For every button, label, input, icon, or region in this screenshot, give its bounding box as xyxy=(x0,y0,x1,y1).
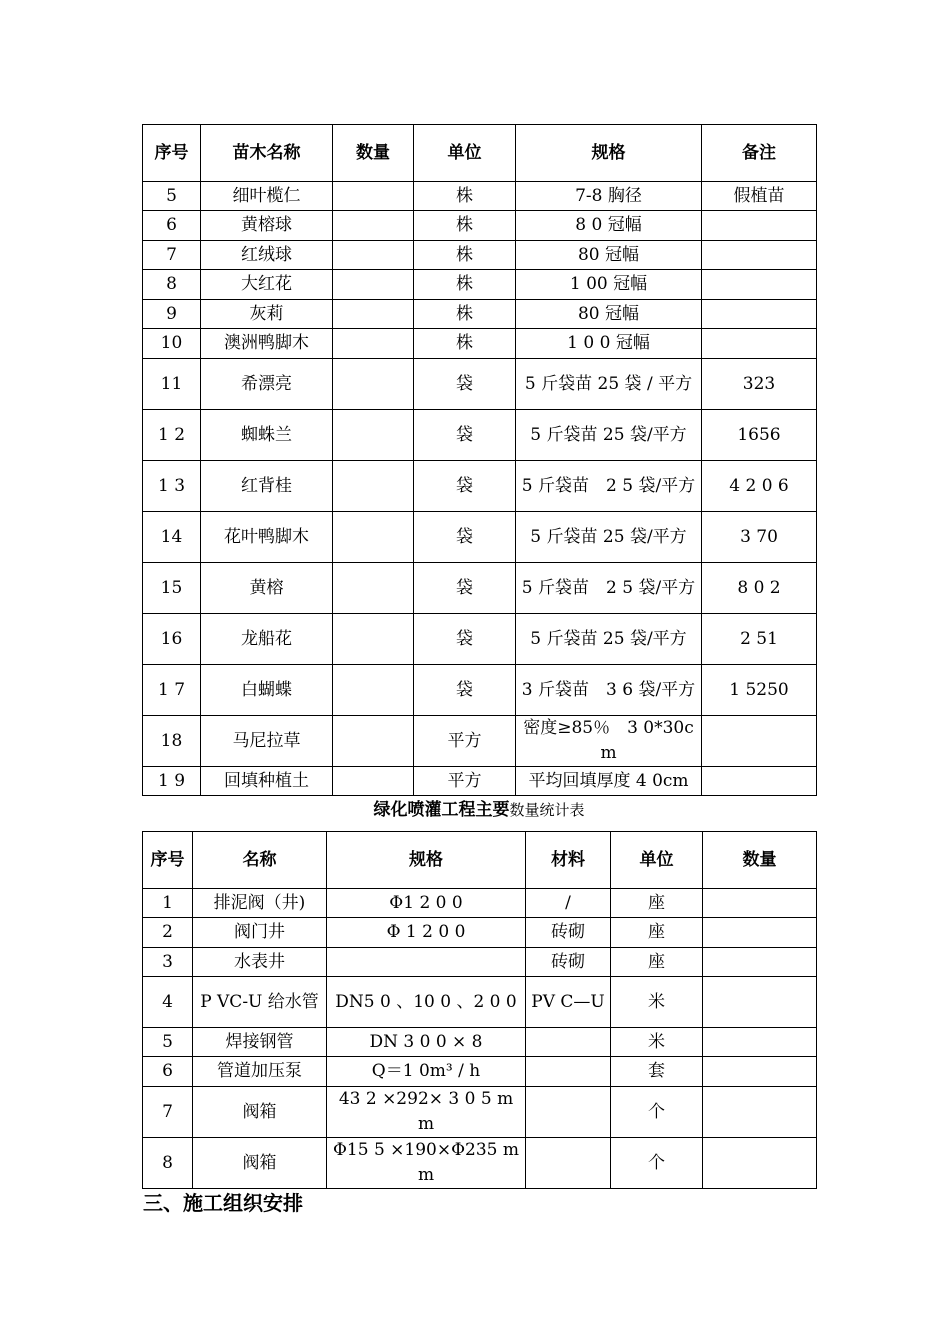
cell-name: 水表井 xyxy=(193,948,327,977)
cell-qty xyxy=(703,948,817,977)
cell-note: 2 51 xyxy=(702,614,817,665)
cell-material: PV C—U xyxy=(526,977,611,1028)
cell-qty xyxy=(703,1087,817,1138)
cell-no: 8 xyxy=(143,270,201,300)
cell-no: 5 xyxy=(143,1028,193,1057)
cell-name: 阀门井 xyxy=(193,918,327,948)
cell-spec: 3 斤袋苗 3 6 袋/平方 xyxy=(516,665,702,716)
cell-qty xyxy=(703,918,817,948)
cell-note xyxy=(702,767,817,796)
cell-note xyxy=(702,716,817,767)
cell-qty xyxy=(333,614,414,665)
cell-unit: 株 xyxy=(414,329,516,359)
header-cell: 单位 xyxy=(611,832,703,889)
cell-unit: 套 xyxy=(611,1057,703,1087)
cell-name: 红背桂 xyxy=(201,461,333,512)
cell-name: 排泥阀（井) xyxy=(193,889,327,918)
cell-qty xyxy=(333,563,414,614)
cell-note xyxy=(702,300,817,329)
caption-bold: 绿化喷灌工程主要 xyxy=(373,800,510,820)
table-row xyxy=(143,918,817,948)
cell-unit: 袋 xyxy=(414,359,516,410)
cell-note xyxy=(702,211,817,241)
cell-note xyxy=(702,270,817,300)
cell-qty xyxy=(333,716,414,767)
cell-material xyxy=(526,1028,611,1057)
cell-name: 马尼拉草 xyxy=(201,716,333,767)
cell-spec: 5 斤袋苗 25 袋/平方 xyxy=(516,512,702,563)
cell-spec: 密度≥85％ 3 0*30c m xyxy=(516,716,702,767)
cell-no: 5 xyxy=(143,182,201,211)
cell-qty xyxy=(703,1138,817,1189)
cell-qty xyxy=(333,767,414,796)
cell-unit: 个 xyxy=(611,1087,703,1138)
table-row xyxy=(143,665,817,716)
table-row xyxy=(143,889,817,918)
cell-spec xyxy=(327,948,526,977)
table-row xyxy=(143,329,817,359)
cell-spec: DN 3 0 0 × 8 xyxy=(327,1028,526,1057)
table-caption xyxy=(142,797,816,823)
cell-unit: 袋 xyxy=(414,512,516,563)
table-row xyxy=(143,512,817,563)
cell-unit: 袋 xyxy=(414,563,516,614)
cell-qty xyxy=(333,241,414,270)
header-cell: 数量 xyxy=(333,125,414,182)
cell-no: 1 7 xyxy=(143,665,201,716)
cell-name: 希漂亮 xyxy=(201,359,333,410)
cell-name: 回填种植土 xyxy=(201,767,333,796)
cell-no: 1 3 xyxy=(143,461,201,512)
cell-no: 10 xyxy=(143,329,201,359)
cell-unit: 袋 xyxy=(414,461,516,512)
cell-spec: 43 2 ×292× 3 0 5 mm xyxy=(327,1087,526,1138)
cell-name: 龙船花 xyxy=(201,614,333,665)
cell-name: 细叶榄仁 xyxy=(201,182,333,211)
cell-unit: 株 xyxy=(414,211,516,241)
header-cell: 材料 xyxy=(526,832,611,889)
header-cell: 单位 xyxy=(414,125,516,182)
table-row xyxy=(143,410,817,461)
table-row xyxy=(143,977,817,1028)
table-row xyxy=(143,1028,817,1057)
table-row xyxy=(143,948,817,977)
cell-name: 花叶鸭脚木 xyxy=(201,512,333,563)
irrigation-quantity-table xyxy=(142,831,817,1189)
cell-no: 7 xyxy=(143,1087,193,1138)
cell-name: 大红花 xyxy=(201,270,333,300)
table-row xyxy=(143,182,817,211)
header-cell: 序号 xyxy=(143,125,201,182)
cell-spec: 80 冠幅 xyxy=(516,241,702,270)
cell-note: 323 xyxy=(702,359,817,410)
cell-no: 2 xyxy=(143,918,193,948)
cell-name: 管道加压泵 xyxy=(193,1057,327,1087)
cell-unit: 袋 xyxy=(414,410,516,461)
cell-spec: 5 斤袋苗 2 5 袋/平方 xyxy=(516,563,702,614)
cell-no: 1 2 xyxy=(143,410,201,461)
header-cell: 规格 xyxy=(516,125,702,182)
cell-note: 8 0 2 xyxy=(702,563,817,614)
cell-spec: 5 斤袋苗 25 袋/平方 xyxy=(516,410,702,461)
cell-note: 3 70 xyxy=(702,512,817,563)
cell-note: 1 5250 xyxy=(702,665,817,716)
cell-name: 黄榕 xyxy=(201,563,333,614)
cell-note: 1656 xyxy=(702,410,817,461)
cell-unit: 平方 xyxy=(414,716,516,767)
header-cell: 名称 xyxy=(193,832,327,889)
table-row xyxy=(143,461,817,512)
cell-qty xyxy=(333,410,414,461)
caption-normal: 数量统计表 xyxy=(509,801,585,819)
cell-spec: Φ15 5 ×190×Φ235 m m xyxy=(327,1138,526,1189)
cell-name: 黄榕球 xyxy=(201,211,333,241)
cell-unit: 座 xyxy=(611,948,703,977)
cell-material xyxy=(526,1057,611,1087)
cell-qty xyxy=(333,512,414,563)
cell-unit: 座 xyxy=(611,918,703,948)
cell-unit: 平方 xyxy=(414,767,516,796)
cell-qty xyxy=(333,329,414,359)
cell-note xyxy=(702,329,817,359)
section-title: 三、施工组织安排 xyxy=(143,1191,303,1215)
table-row xyxy=(143,211,817,241)
cell-no: 4 xyxy=(143,977,193,1028)
cell-material: 砖砌 xyxy=(526,948,611,977)
table-row xyxy=(143,563,817,614)
cell-spec: 平均回填厚度 4 0cm xyxy=(516,767,702,796)
cell-no: 1 9 xyxy=(143,767,201,796)
cell-no: 7 xyxy=(143,241,201,270)
table-row xyxy=(143,359,817,410)
cell-spec: 8 0 冠幅 xyxy=(516,211,702,241)
cell-material xyxy=(526,1138,611,1189)
cell-no: 1 xyxy=(143,889,193,918)
cell-qty xyxy=(703,1057,817,1087)
table-header-row xyxy=(143,832,817,889)
cell-note xyxy=(702,241,817,270)
header-cell: 备注 xyxy=(702,125,817,182)
cell-qty xyxy=(703,977,817,1028)
cell-qty xyxy=(333,300,414,329)
cell-material xyxy=(526,1087,611,1138)
cell-spec: Q＝1 0m³ / h xyxy=(327,1057,526,1087)
cell-name: 阀箱 xyxy=(193,1087,327,1138)
cell-qty xyxy=(333,359,414,410)
cell-qty xyxy=(703,889,817,918)
cell-no: 8 xyxy=(143,1138,193,1189)
cell-unit: 个 xyxy=(611,1138,703,1189)
cell-name: 焊接钢管 xyxy=(193,1028,327,1057)
cell-no: 15 xyxy=(143,563,201,614)
cell-spec: 1 0 0 冠幅 xyxy=(516,329,702,359)
cell-spec: Φ 1 2 0 0 xyxy=(327,918,526,948)
cell-no: 16 xyxy=(143,614,201,665)
cell-no: 11 xyxy=(143,359,201,410)
cell-unit: 株 xyxy=(414,241,516,270)
cell-no: 6 xyxy=(143,1057,193,1087)
cell-no: 3 xyxy=(143,948,193,977)
cell-spec: 80 冠幅 xyxy=(516,300,702,329)
table-row xyxy=(143,614,817,665)
table-row xyxy=(143,1057,817,1087)
cell-material: / xyxy=(526,889,611,918)
cell-qty xyxy=(333,461,414,512)
cell-spec: DN5 0 、10 0 、2 0 0 xyxy=(327,977,526,1028)
cell-qty xyxy=(333,211,414,241)
header-cell: 苗木名称 xyxy=(201,125,333,182)
cell-unit: 株 xyxy=(414,270,516,300)
table-row xyxy=(143,1138,817,1189)
cell-name: 红绒球 xyxy=(201,241,333,270)
table-row xyxy=(143,241,817,270)
cell-spec: 7-8 胸径 xyxy=(516,182,702,211)
header-cell: 规格 xyxy=(327,832,526,889)
cell-no: 18 xyxy=(143,716,201,767)
cell-spec: 5 斤袋苗 2 5 袋/平方 xyxy=(516,461,702,512)
cell-note: 假植苗 xyxy=(702,182,817,211)
nursery-stock-table xyxy=(142,124,817,796)
cell-unit: 袋 xyxy=(414,614,516,665)
cell-material: 砖砌 xyxy=(526,918,611,948)
cell-no: 6 xyxy=(143,211,201,241)
cell-qty xyxy=(333,665,414,716)
cell-name: 白蝴蝶 xyxy=(201,665,333,716)
cell-qty xyxy=(333,182,414,211)
cell-unit: 座 xyxy=(611,889,703,918)
header-cell: 数量 xyxy=(703,832,817,889)
cell-spec: Φ1 2 0 0 xyxy=(327,889,526,918)
cell-name: 澳洲鸭脚木 xyxy=(201,329,333,359)
table-row xyxy=(143,767,817,796)
cell-unit: 米 xyxy=(611,1028,703,1057)
cell-unit: 株 xyxy=(414,300,516,329)
table-header-row xyxy=(143,125,817,182)
cell-spec: 5 斤袋苗 25 袋 / 平方 xyxy=(516,359,702,410)
cell-no: 9 xyxy=(143,300,201,329)
table-row xyxy=(143,1087,817,1138)
cell-name: 灰莉 xyxy=(201,300,333,329)
table-row xyxy=(143,716,817,767)
cell-qty xyxy=(703,1028,817,1057)
cell-name: 阀箱 xyxy=(193,1138,327,1189)
table-row xyxy=(143,270,817,300)
cell-spec: 1 00 冠幅 xyxy=(516,270,702,300)
cell-no: 14 xyxy=(143,512,201,563)
cell-note: 4 2 0 6 xyxy=(702,461,817,512)
cell-unit: 米 xyxy=(611,977,703,1028)
cell-name: P VC-U 给水管 xyxy=(193,977,327,1028)
cell-spec: 5 斤袋苗 25 袋/平方 xyxy=(516,614,702,665)
cell-unit: 袋 xyxy=(414,665,516,716)
table-row xyxy=(143,300,817,329)
cell-unit: 株 xyxy=(414,182,516,211)
cell-qty xyxy=(333,270,414,300)
header-cell: 序号 xyxy=(143,832,193,889)
cell-name: 蜘蛛兰 xyxy=(201,410,333,461)
